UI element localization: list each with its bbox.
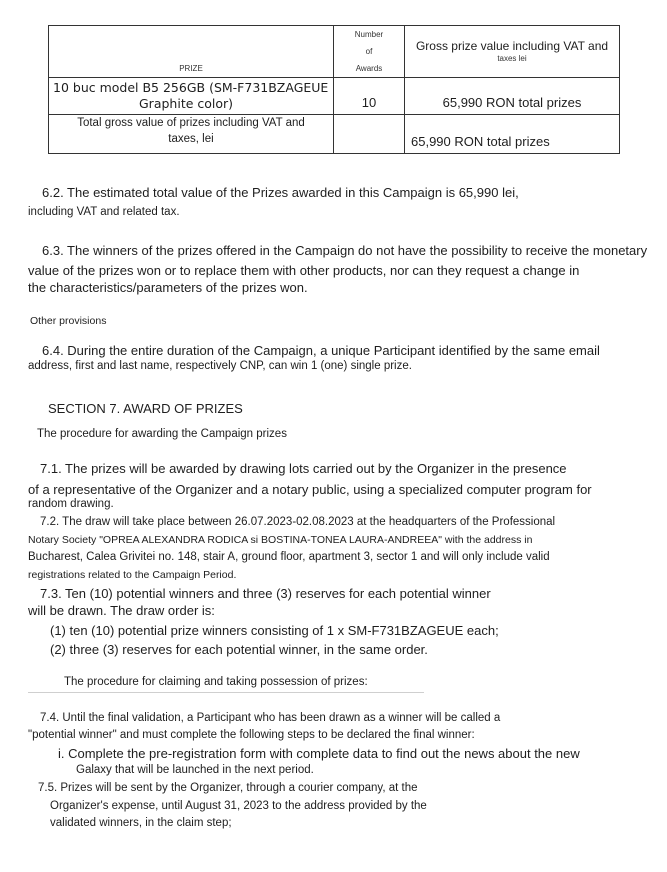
prize-table (48, 25, 620, 154)
header-gross-value: Gross prize value including VAT and taxes lei (405, 26, 620, 78)
total-empty-cell (334, 115, 405, 154)
other-provisions-heading: Other provisions (30, 315, 107, 327)
para-7-3-line4: (2) three (3) reserves for each potential winner, in the same order. (50, 642, 428, 657)
para-7-3-line3: (1) ten (10) potential prize winners consisting of 1 x SM-F731BZAGEUE each; (50, 623, 499, 638)
para-7-1-line3: random drawing. (28, 498, 114, 510)
para-7-4-item-i-line2: Galaxy that will be launched in the next period. (76, 764, 314, 776)
para-7-2-line2: Notary Society "OPREA ALEXANDRA RODICA si BOSTINA-TONEA LAURA-ANDREEA" with the address in (28, 534, 533, 546)
para-7-2-line1: 7.2. The draw will take place between 26.07.2023-02.08.2023 at the headquarters of the Professional (40, 516, 556, 528)
prize-model-cell: 10 buc model B5 256GB (SM-F731BZAGEUE Graphite color) (49, 78, 334, 115)
para-6-4-line2: address, first and last name, respectively CNP, can win 1 (one) single prize. (28, 360, 412, 372)
para-7-4-item-i-line1: i. Complete the pre-registration form with complete data to find out the news about the new (58, 746, 580, 761)
heading-underline (28, 692, 424, 693)
header-prize: PRIZE (49, 26, 334, 78)
para-7-5-line1: 7.5. Prizes will be sent by the Organizer, through a courier company, at the (38, 782, 418, 794)
total-value-cell: 65,990 RON total prizes (405, 115, 620, 154)
prize-value-cell: 65,990 RON total prizes (405, 78, 620, 115)
procedure-awarding-heading: The procedure for awarding the Campaign prizes (37, 428, 287, 440)
para-7-3-line2: will be drawn. The draw order is: (28, 603, 215, 618)
para-6-3-line2: value of the prizes won or to replace them with other products, nor can they request a change in (28, 263, 580, 278)
total-label-cell: Total gross value of prizes including VAT and taxes, lei (49, 115, 334, 154)
header-number-of-awards: Number of Awards (334, 26, 405, 78)
para-7-4-line1: 7.4. Until the final validation, a Participant who has been drawn as a winner will be called a (40, 712, 501, 724)
para-7-2-line3: Bucharest, Calea Grivitei no. 148, stair A, ground floor, apartment 3, sector 1 and will only include valid (28, 551, 550, 563)
para-6-3-line3: the characteristics/parameters of the prizes won. (28, 280, 308, 295)
para-6-3-line1: 6.3. The winners of the prizes offered in the Campaign do not have the possibility to receive the monetary (42, 243, 648, 258)
prize-count-cell: 10 (334, 78, 405, 115)
para-7-4-line2: "potential winner" and must complete the following steps to be declared the final winner: (28, 729, 475, 741)
procedure-claiming-heading: The procedure for claiming and taking possession of prizes: (64, 676, 368, 688)
para-7-1-line1: 7.1. The prizes will be awarded by drawing lots carried out by the Organizer in the presence (40, 461, 567, 476)
para-7-1-line2: of a representative of the Organizer and a notary public, using a specialized computer program for (28, 482, 592, 497)
section-7-heading: SECTION 7. AWARD OF PRIZES (48, 401, 243, 416)
para-7-2-line4: registrations related to the Campaign Period. (28, 569, 237, 581)
para-7-3-line1: 7.3. Ten (10) potential winners and three (3) reserves for each potential winner (40, 586, 491, 601)
para-7-5-line3: validated winners, in the claim step; (50, 817, 232, 829)
para-6-4-line1: 6.4. During the entire duration of the Campaign, a unique Participant identified by the same email (42, 343, 600, 358)
para-6-2-line1: 6.2. The estimated total value of the Prizes awarded in this Campaign is 65,990 lei, (42, 185, 519, 200)
para-7-5-line2: Organizer's expense, until August 31, 2023 to the address provided by the (50, 800, 427, 812)
para-6-2-line2: including VAT and related tax. (28, 206, 180, 218)
